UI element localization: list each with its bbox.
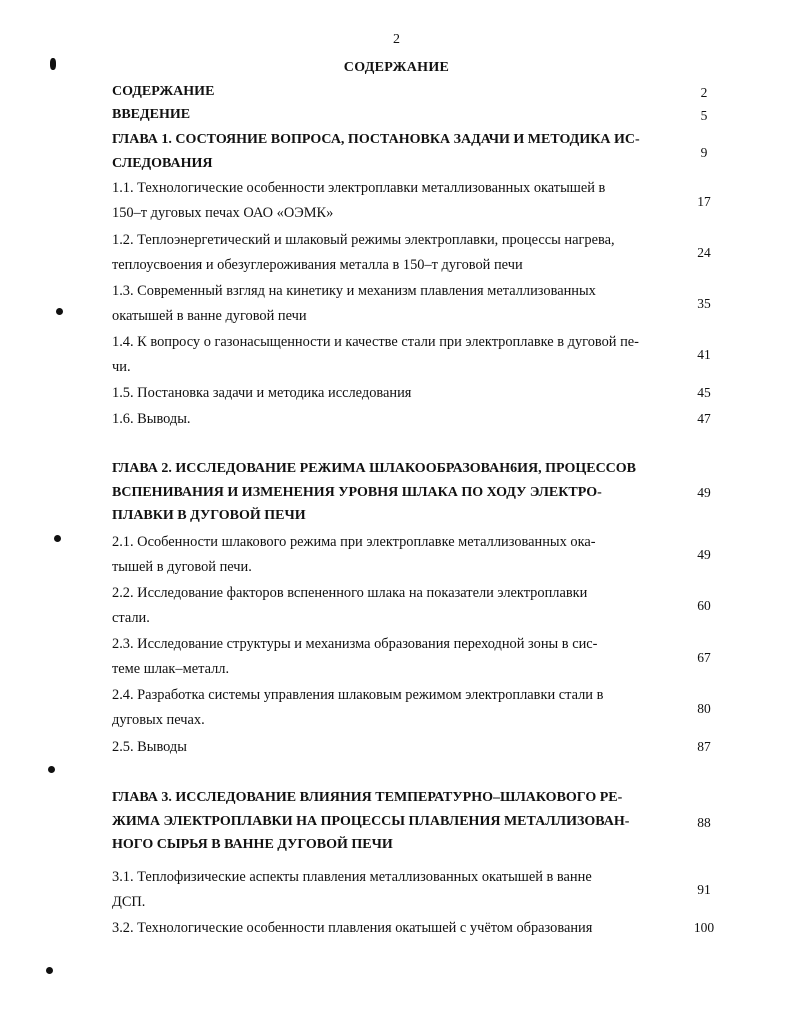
toc-entry [112, 279, 682, 329]
toc-entry [112, 581, 682, 631]
page-number: 2 [393, 32, 400, 47]
toc-entry-line: 2.5. Выводы [112, 739, 187, 755]
toc-entry [112, 128, 682, 175]
toc-entry-line: ГЛАВА 1. СОСТОЯНИЕ ВОПРОСА, ПОСТАНОВКА ЗАДАЧИ И МЕТОДИКА ИС- [112, 132, 640, 147]
toc-entry-line: 1.5. Постановка задачи и методика исследования [112, 385, 412, 401]
toc-page-number: 9 [700, 145, 708, 160]
toc-entry-line: 2.4. Разработка системы управления шлаковым режимом электроплавки стали в [112, 687, 604, 703]
toc-entry-line: ГЛАВА 3. ИССЛЕДОВАНИЕ ВЛИЯНИЯ ТЕМПЕРАТУРНО–ШЛАКОВОГО РЕ- [112, 790, 623, 805]
toc-entry-line: теплоусвоения и обезуглероживания металла в 150–т дуговой печи [112, 257, 523, 273]
toc-entry [112, 407, 682, 432]
toc-entry [112, 330, 682, 380]
toc-entry-line: НОГО СЫРЬЯ В ВАННЕ ДУГОВОЙ ПЕЧИ [112, 837, 393, 852]
binding-mark-icon [50, 58, 56, 70]
toc-entry [112, 381, 682, 406]
toc-entry-line: ВВЕДЕНИЕ [112, 107, 191, 122]
toc-page-number: 5 [700, 108, 708, 123]
toc-page-number: 100 [693, 920, 715, 935]
toc-page-number: 41 [697, 347, 711, 362]
toc-entry [112, 103, 682, 127]
toc-entry [112, 865, 682, 915]
toc-entry-line: 150–т дуговых печах ОАО «ОЭМК» [112, 205, 334, 221]
toc-page-number: 49 [697, 485, 711, 500]
toc-entry-line: 1.4. К вопросу о газонасыщенности и качестве стали при электроплавке в дуговой пе- [112, 334, 639, 350]
toc-entry [112, 735, 682, 760]
toc-page-number: 47 [697, 411, 711, 426]
toc-entry-line: 2.3. Исследование структуры и механизма образования переходной зоны в сис- [112, 636, 598, 652]
toc-entry-line: окатышей в ванне дуговой печи [112, 308, 307, 324]
toc-page-number: 87 [697, 739, 711, 754]
toc-page-number: 67 [697, 650, 711, 665]
toc-entry [112, 786, 682, 857]
toc-entry [112, 683, 682, 733]
toc-page-number: 60 [697, 598, 711, 613]
toc-page-number: 24 [697, 245, 711, 260]
toc-entry [112, 176, 682, 226]
toc-entry-line: 3.2. Технологические особенности плавления окатышей с учётом образования [112, 920, 593, 936]
toc-entry [112, 80, 682, 104]
toc-entry-line: дуговых печах. [112, 712, 205, 728]
toc-entry [112, 457, 682, 528]
toc-entry-line: 1.2. Теплоэнергетический и шлаковый режимы электроплавки, процессы нагрева, [112, 232, 615, 248]
toc-entry-line: тышей в дуговой печи. [112, 559, 252, 575]
toc-entry-line: СОДЕРЖАНИЕ [112, 84, 215, 99]
toc-entry-line: теме шлак–металл. [112, 661, 230, 677]
toc-entry-line: 2.1. Особенности шлакового режима при электроплавке металлизованных ока- [112, 534, 596, 550]
binding-mark-icon [46, 967, 53, 974]
toc-entry-line: 1.6. Выводы. [112, 411, 191, 427]
toc-entry-line: ЖИМА ЭЛЕКТРОПЛАВКИ НА ПРОЦЕССЫ ПЛАВЛЕНИЯ МЕТАЛЛИЗОВАН- [112, 813, 630, 829]
toc-page-number: 91 [697, 882, 711, 897]
toc-entry-line: 2.2. Исследование факторов вспененного шлака на показатели электроплавки [112, 585, 588, 601]
toc-entry-line: ВСПЕНИВАНИЯ И ИЗМЕНЕНИЯ УРОВНЯ ШЛАКА ПО ХОДУ ЭЛЕКТРО- [112, 484, 602, 500]
toc-page-number: 17 [697, 194, 711, 209]
toc-entry-line: чи. [112, 359, 131, 375]
toc-entry-line: 3.1. Теплофизические аспекты плавления металлизованных окатышей в ванне [112, 869, 592, 885]
page-title: СОДЕРЖАНИЕ [343, 60, 450, 75]
toc-entry-line: СЛЕДОВАНИЯ [112, 155, 213, 171]
toc-page-number: 80 [697, 701, 711, 716]
toc-page-number: 49 [697, 547, 711, 562]
binding-mark-icon [56, 308, 63, 315]
toc-entry-line: ДСП. [112, 894, 146, 910]
toc-entry-line: 1.3. Современный взгляд на кинетику и механизм плавления металлизованных [112, 283, 596, 299]
toc-page-number: 2 [700, 85, 708, 100]
toc-entry [112, 530, 682, 580]
binding-mark-icon [48, 766, 55, 773]
toc-entry-line: ПЛАВКИ В ДУГОВОЙ ПЕЧИ [112, 508, 306, 523]
toc-entry-line: ГЛАВА 2. ИССЛЕДОВАНИЕ РЕЖИМА ШЛАКООБРАЗОВАН6ИЯ, ПРОЦЕССОВ [112, 461, 637, 476]
toc-page-number: 45 [697, 385, 711, 400]
toc-page-number: 35 [697, 296, 711, 311]
toc-entry [112, 916, 682, 941]
toc-entry [112, 632, 682, 682]
toc-entry-line: стали. [112, 610, 150, 626]
toc-entry-line: 1.1. Технологические особенности электроплавки металлизованных окатышей в [112, 180, 606, 196]
binding-mark-icon [54, 535, 61, 542]
toc-entry [112, 228, 682, 278]
toc-page-number: 88 [697, 815, 711, 830]
